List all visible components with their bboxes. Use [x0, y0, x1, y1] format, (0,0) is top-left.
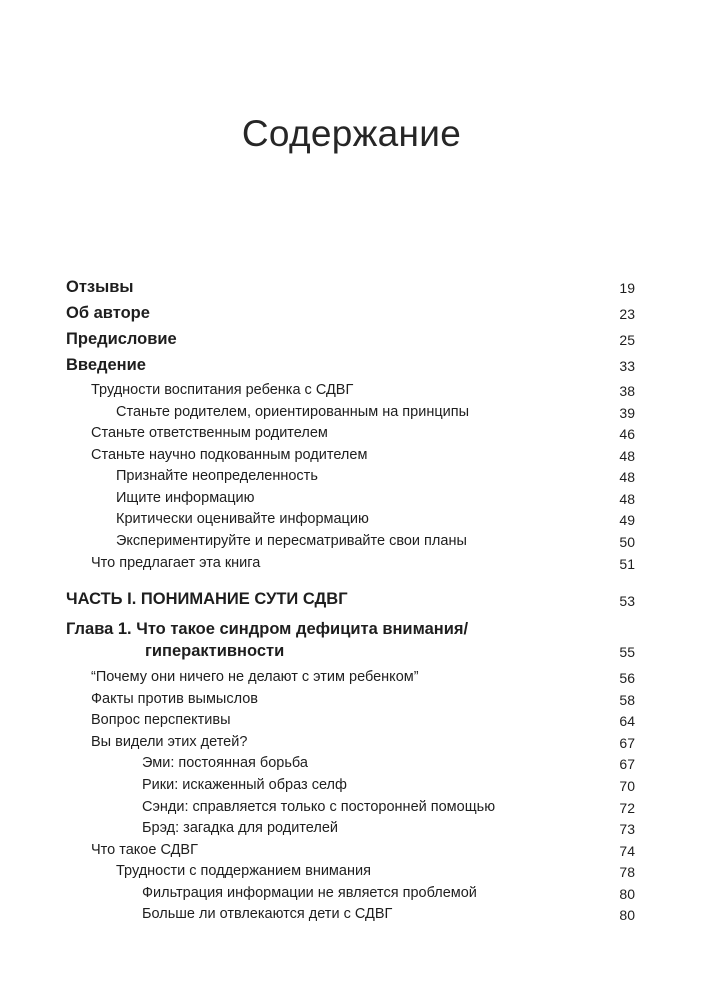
toc-entry	[0, 691, 703, 713]
toc-entry-page: 48	[619, 448, 635, 464]
toc-entry-label: Введение	[66, 356, 146, 374]
toc-entry-label: Критически оценивайте информацию	[116, 511, 369, 527]
toc-entry-page: 39	[619, 405, 635, 421]
toc-entry	[0, 669, 703, 691]
toc-entry-label: Факты против вымыслов	[91, 691, 258, 707]
toc-entry-page: 49	[619, 512, 635, 528]
toc-entry-label: Сэнди: справляется только с посторонней помощью	[142, 799, 496, 815]
toc-entry-page: 67	[619, 756, 635, 772]
toc-entry	[0, 885, 703, 907]
toc-entry-label: Экспериментируйте и пересматривайте свои планы	[116, 533, 467, 549]
toc-entry	[0, 404, 703, 426]
toc-entry-label: “Почему они ничего не делают с этим ребенком”	[91, 669, 419, 685]
toc-entry-page: 58	[619, 692, 635, 708]
toc-entry-label: Вы видели этих детей?	[91, 734, 248, 750]
toc-entry-label: Брэд: загадка для родителей	[142, 820, 338, 836]
toc-entry	[0, 330, 703, 352]
toc-entry	[0, 712, 703, 734]
toc-entry	[0, 799, 703, 821]
toc-entry-page: 38	[619, 383, 635, 399]
toc-entry-label: Ищите информацию	[116, 490, 255, 506]
toc-entry	[0, 490, 703, 512]
toc-entry-page: 80	[619, 886, 635, 902]
toc-entry-label: Об авторе	[66, 304, 150, 322]
toc-chapter-heading	[0, 620, 703, 642]
toc-entry-page: 78	[619, 864, 635, 880]
toc-entry-page: 25	[619, 332, 635, 348]
toc-chapter-heading-continued	[0, 642, 703, 664]
toc-entry	[0, 533, 703, 555]
toc-entry	[0, 777, 703, 799]
toc-entry-page: 53	[619, 593, 635, 609]
toc-entry	[0, 447, 703, 469]
toc-entry	[0, 356, 703, 378]
toc-entry-label: Фильтрация информации не является проблемой	[142, 885, 477, 901]
toc-entry-label: гиперактивности	[145, 642, 285, 660]
toc-entry	[0, 278, 703, 300]
toc-entry-page: 23	[619, 306, 635, 322]
toc-entry-label: Станьте ответственным родителем	[91, 425, 328, 441]
toc-entry-page: 67	[619, 735, 635, 751]
toc-entry-page: 80	[619, 907, 635, 923]
toc-entry-label: Станьте родителем, ориентированным на принципы	[116, 404, 470, 420]
toc-entry	[0, 382, 703, 404]
toc-entry-label: Что предлагает эта книга	[91, 555, 261, 571]
toc-entry	[0, 863, 703, 885]
toc-entry-label: Больше ли отвлекаются дети с СДВГ	[142, 906, 393, 922]
toc-entry-label: Глава 1. Что такое синдром дефицита внимания/	[66, 620, 469, 638]
toc-entry	[0, 425, 703, 447]
toc-entry-label: Предисловие	[66, 330, 177, 348]
toc-entry-page: 73	[619, 821, 635, 837]
toc-entry	[0, 555, 703, 577]
toc-entry-label: Эми: постоянная борьба	[142, 755, 308, 771]
toc-entry-page: 55	[619, 644, 635, 660]
toc-entry-page: 74	[619, 843, 635, 859]
toc-entry	[0, 468, 703, 490]
toc-entry-label: Трудности с поддержанием внимания	[116, 863, 371, 879]
toc-entry-label: Что такое СДВГ	[91, 842, 198, 858]
toc-entry-page: 48	[619, 469, 635, 485]
toc-entry	[0, 755, 703, 777]
toc-entry-page: 72	[619, 800, 635, 816]
toc-entry-label: Рики: искаженный образ селф	[142, 777, 347, 793]
toc-entry-page: 48	[619, 491, 635, 507]
toc-entry	[0, 511, 703, 533]
toc-entry-page: 50	[619, 534, 635, 550]
toc-entry-page: 64	[619, 713, 635, 729]
toc-part-heading	[0, 590, 703, 612]
toc-entry-label: Трудности воспитания ребенка с СДВГ	[91, 382, 354, 398]
toc-entry-page: 70	[619, 778, 635, 794]
toc-entry-page: 19	[619, 280, 635, 296]
toc-entry-label: Отзывы	[66, 278, 134, 296]
toc-entry-label: ЧАСТЬ I. ПОНИМАНИЕ СУТИ СДВГ	[66, 590, 348, 608]
toc-entry	[0, 304, 703, 326]
toc-entry	[0, 906, 703, 928]
toc-entry-page: 46	[619, 426, 635, 442]
toc-entry	[0, 842, 703, 864]
toc-entry-label: Станьте научно подкованным родителем	[91, 447, 368, 463]
toc-entry-page: 51	[619, 556, 635, 572]
toc-entry-page: 33	[619, 358, 635, 374]
toc-entry	[0, 820, 703, 842]
toc-entry-label: Признайте неопределенность	[116, 468, 318, 484]
toc-entry-page: 56	[619, 670, 635, 686]
page-title: Содержание	[241, 113, 462, 154]
toc-entry-label: Вопрос перспективы	[91, 712, 231, 728]
toc-entry	[0, 734, 703, 756]
